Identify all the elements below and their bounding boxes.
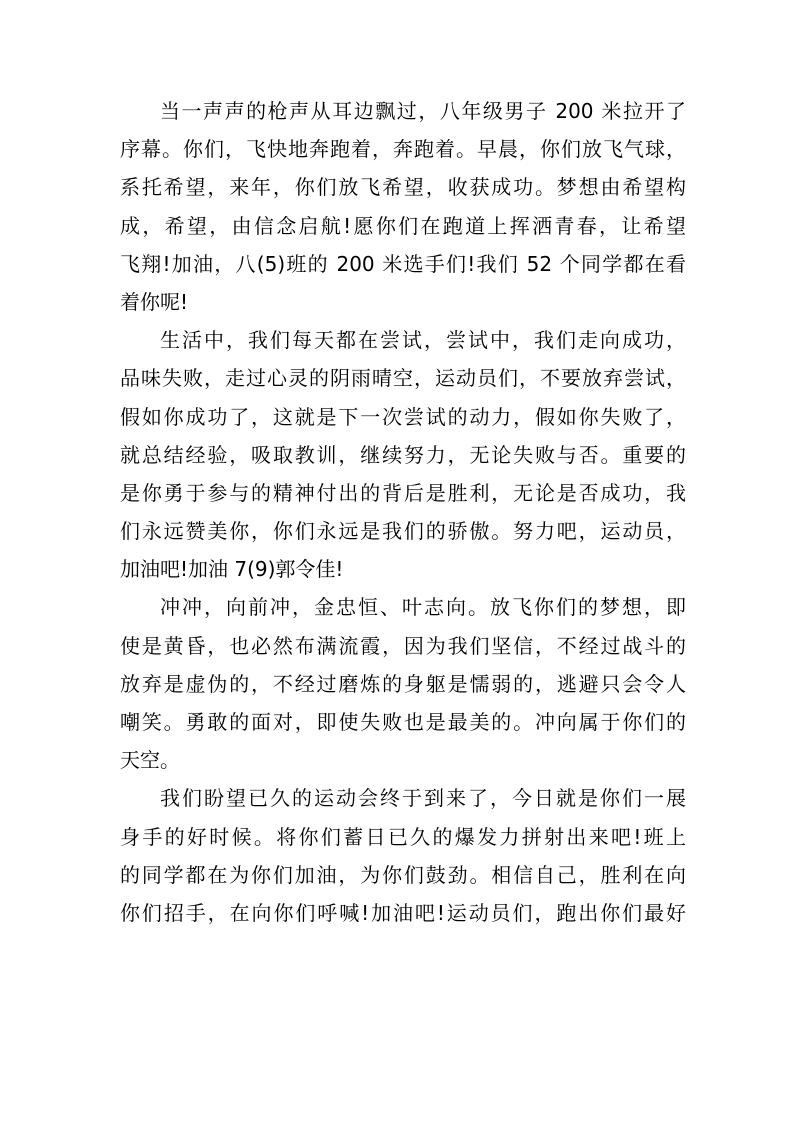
paragraph-line: 成，希望，由信念启航!愿你们在跑道上挥洒青春，让希望: [120, 213, 686, 238]
paragraph-line: 是你勇于参与的精神付出的背后是胜利，无论是否成功，我: [120, 480, 686, 505]
paragraph-line: 当一声声的枪声从耳边飘过，八年级男子 200 米拉开了: [160, 99, 686, 123]
paragraph-line: 系托希望，来年，你们放飞希望，收获成功。梦想由希望构: [120, 175, 686, 200]
paragraph-line: 身手的好时候。将你们蓄日已久的爆发力拼射出来吧!班上: [120, 824, 686, 849]
paragraph-1: [120, 92, 686, 321]
paragraph-line: 嘲笑。勇敢的面对，即使失败也是最美的。冲向属于你们的: [120, 710, 686, 734]
paragraph-line: 假如你成功了，这就是下一次尝试的动力，假如你失败了，: [120, 404, 686, 429]
paragraph-line: 品味失败，走过心灵的阴雨晴空，运动员们，不要放弃尝试，: [120, 366, 686, 391]
paragraph-line: 冲冲，向前冲，金忠恒、叶志向。放飞你们的梦想，即: [160, 595, 686, 620]
paragraph-3: [120, 588, 686, 779]
paragraph-line: 序幕。你们，飞快地奔跑着，奔跑着。早晨，你们放飞气球，: [120, 137, 686, 162]
paragraph-line: 生活中，我们每天都在尝试，尝试中，我们走向成功，: [160, 328, 686, 353]
paragraph-4: [120, 779, 686, 932]
paragraph-line: 的同学都在为你们加油，为你们鼓劲。相信自己，胜利在向: [120, 862, 686, 887]
paragraph-line: 你们招手，在向你们呼喊!加油吧!运动员们，跑出你们最好: [120, 900, 686, 925]
paragraph-line: 着你呢!: [120, 289, 189, 314]
paragraph-line: 我们盼望已久的运动会终于到来了，今日就是你们一展: [160, 786, 686, 811]
paragraph-line: 放弃是虚伪的，不经过磨炼的身躯是懦弱的，逃避只会令人: [120, 671, 686, 696]
document-body: [120, 92, 686, 932]
paragraph-line: 天空。: [120, 748, 180, 773]
paragraph-line: 加油吧!加油 7(9)郭令佳!: [120, 557, 344, 582]
paragraph-line: 使是黄昏，也必然布满流霞，因为我们坚信，不经过战斗的: [120, 633, 686, 658]
paragraph-line: 飞翔!加油，八(5)班的 200 米选手们!我们 52 个同学都在看: [120, 251, 686, 276]
paragraph-2: [120, 321, 686, 588]
paragraph-line: 们永远赞美你，你们永远是我们的骄傲。努力吧，运动员，: [120, 519, 686, 544]
paragraph-line: 就总结经验，吸取教训，继续努力，无论失败与否。重要的: [120, 442, 686, 467]
